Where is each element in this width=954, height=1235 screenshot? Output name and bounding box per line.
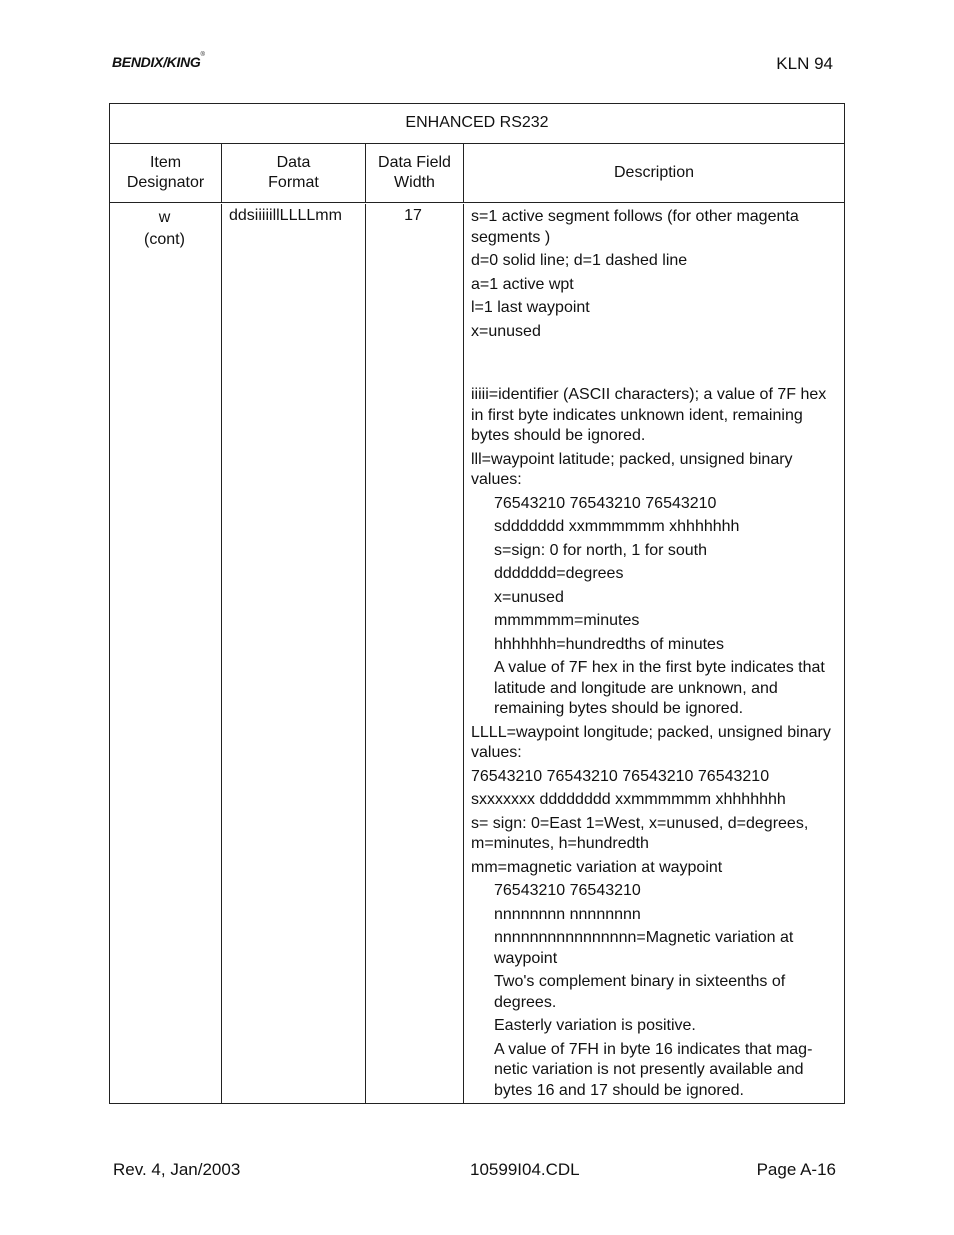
description-line: Two's complement binary in sixteenths of degrees. <box>494 973 786 1011</box>
description-line: LLLL=waypoint longitude; packed, unsigned binary values: <box>471 723 831 761</box>
description-line: nnnnnnnn nnnnnnnn <box>494 905 641 923</box>
registered-mark: ® <box>200 52 205 58</box>
description-line: s=sign: 0 for north, 1 for south <box>494 541 708 559</box>
table-title: ENHANCED RS232 <box>110 104 844 144</box>
description-line: x=unused <box>471 322 541 340</box>
description-line: ddddddd=degrees <box>494 565 624 582</box>
header-line: Item <box>149 153 182 171</box>
description-line: mm=magnetic variation at waypoint <box>471 858 723 876</box>
data-field-width-cell: 17 <box>404 207 422 224</box>
description-line: s=1 active segment follows (for other magenta segments ) <box>471 208 799 246</box>
header-line: Format <box>268 173 319 191</box>
description-line: a=1 active wpt <box>471 275 574 293</box>
description-line: sxxxxxxx dddddddd xxmmmmmm xhhhhhhh <box>471 791 786 808</box>
item-designator-cell <box>109 207 220 251</box>
document-id: 10599I04.CDL <box>470 1160 580 1179</box>
description-line: hhhhhhh=hundredths of minutes <box>494 635 724 653</box>
description-line: iiiii=identifier (ASCII characters); a value of 7F hex in first byte indicates unknown ident, remaining bytes should be ignored. <box>471 386 827 444</box>
description-line: s= sign: 0=East 1=West, x=unused, d=degrees, m=minutes, h=hundredth <box>471 814 809 852</box>
revision-label: Rev. 4, Jan/2003 <box>113 1160 241 1179</box>
table-body <box>109 103 845 1103</box>
description-line: Easterly variation is positive. <box>494 1017 696 1034</box>
description-line: mmmmmm=minutes <box>494 612 640 629</box>
header-line: Data Field <box>378 153 451 171</box>
description-line: sddddddd xxmmmmmm xhhhhhhh <box>494 518 740 535</box>
description-line: A value of 7F hex in the first byte indicates that latitude and longitude are unknown, and remaining bytes should be ignored. <box>494 659 825 717</box>
header-line: Data <box>276 153 311 171</box>
description-line: 76543210 76543210 <box>494 882 641 899</box>
description-line: 76543210 76543210 76543210 <box>494 494 717 512</box>
header-line: Description <box>613 163 695 181</box>
designator-line: w <box>158 209 171 226</box>
header-line: Designator <box>126 173 205 191</box>
header-line: Width <box>394 173 435 191</box>
model-name: KLN 94 <box>776 54 833 73</box>
description-line: nnnnnnnnnnnnnnnn=Magnetic variation at waypoint <box>494 929 794 967</box>
description-line: l=1 last waypoint <box>471 299 590 316</box>
data-format-cell: ddsiiiiillLLLLmm <box>229 207 342 224</box>
description-line: A value of 7FH in byte 16 indicates that mag- netic variation is not presently available and bytes 16 and 17 should be ignored. <box>494 1040 813 1099</box>
description-cell <box>471 207 843 1104</box>
description-line: d=0 solid line; d=1 dashed line <box>471 252 688 269</box>
brand-logo <box>112 54 205 70</box>
page-number: Page A-16 <box>756 1160 836 1179</box>
brand-logo-text: BENDIX/KING <box>112 54 201 70</box>
description-line: x=unused <box>494 588 564 606</box>
designator-line: (cont) <box>144 231 185 248</box>
description-line: lll=waypoint latitude; packed, unsigned binary values: <box>471 450 793 488</box>
description-line: 76543210 76543210 76543210 76543210 <box>471 767 770 785</box>
